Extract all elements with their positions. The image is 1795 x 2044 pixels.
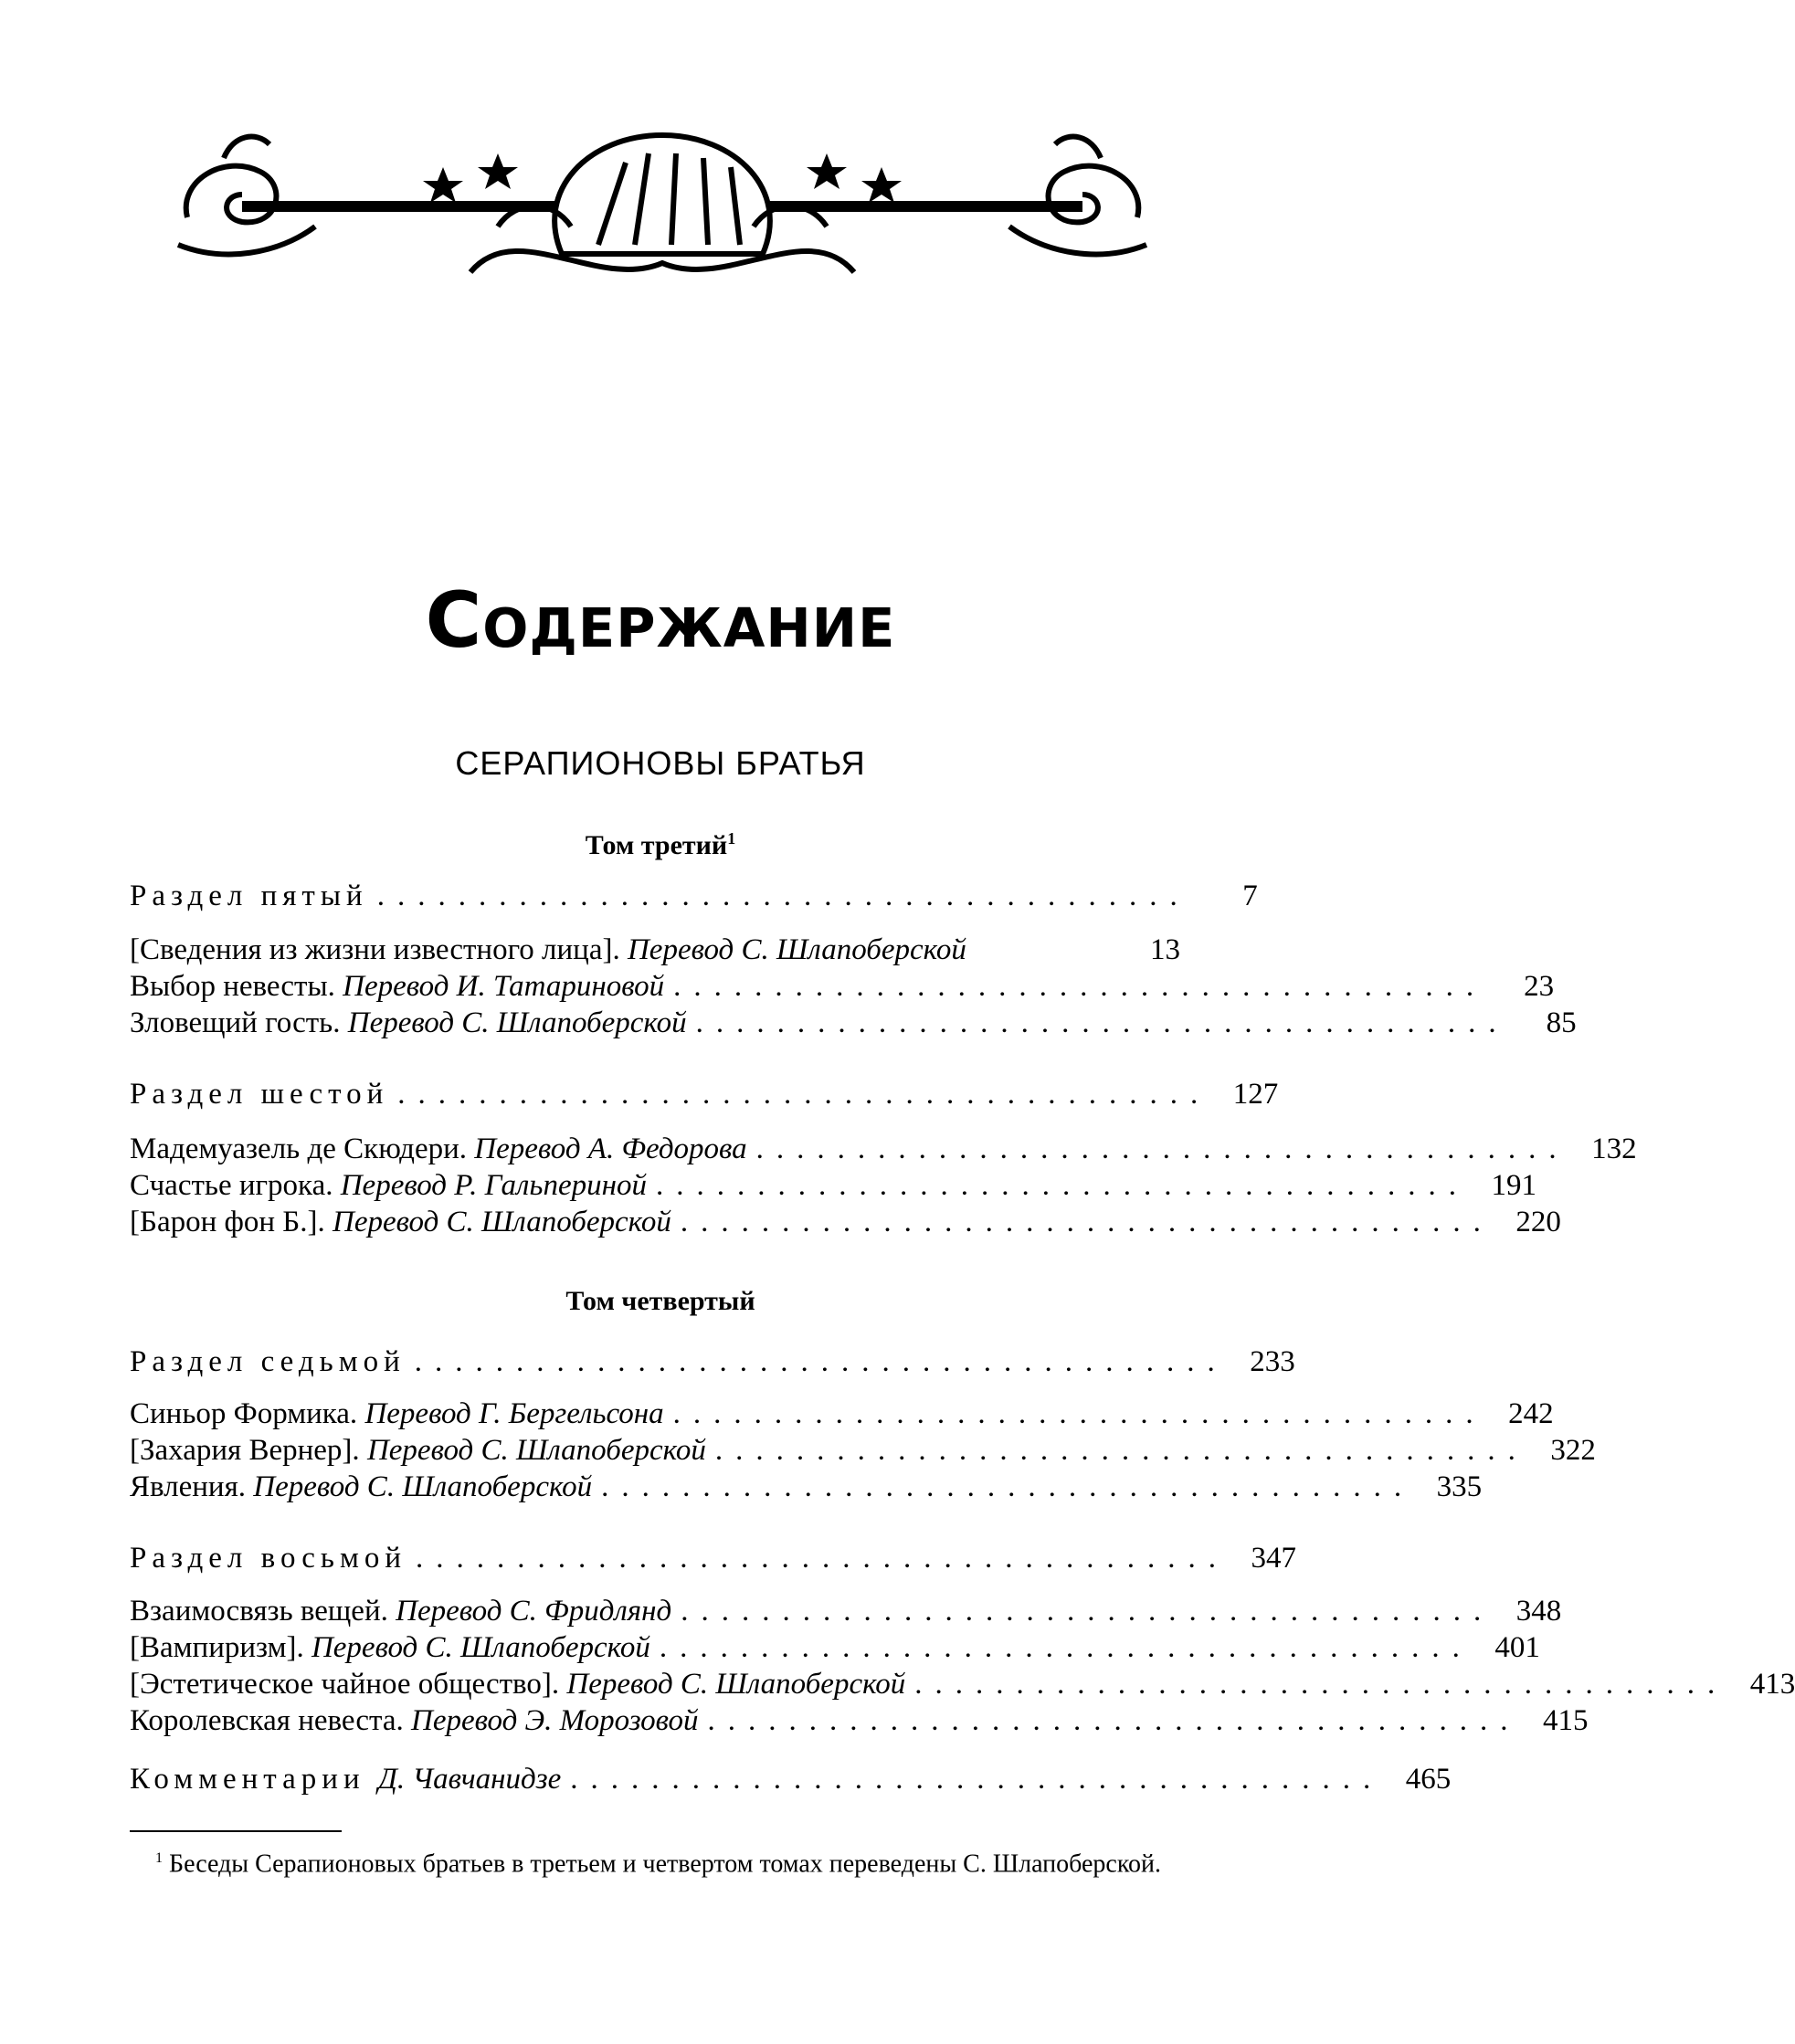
footnote-divider [130, 1830, 342, 1832]
volume-heading: Том четвертый [565, 1286, 755, 1316]
toc-section: Раздел шестой ........................................ 127 [130, 1078, 1279, 1111]
toc-entry: Синьор Формика. Перевод Г. Бергельсона ........................................ 242 [130, 1397, 1554, 1430]
page-title: Содержание [425, 575, 896, 665]
toc-entry: Счастье игрока. Перевод Р. Гальпериной ........................................ 191 [130, 1169, 1536, 1202]
toc-entry: Взаимосвязь вещей. Перевод С. Фридлянд ........................................ 348 [130, 1595, 1562, 1628]
toc-entry: [Эстетическое чайное общество]. Перевод С. Шлапоберской ........................................ 413 [130, 1668, 1795, 1701]
toc-entry: Выбор невесты. Перевод И. Татариновой ........................................ 23 [130, 970, 1555, 1003]
toc-entry: Явления. Перевод С. Шлапоберской ........................................ 335 [130, 1470, 1483, 1503]
toc-entry: [Захария Вернер]. Перевод С. Шлапоберской ........................................ 322 [130, 1434, 1596, 1467]
book-title: СЕРАПИОНОВЫ БРАТЬЯ [455, 744, 866, 782]
footnote: $^1$ Беседы Серапионовых братьев в третьем и четвертом томах переведены С. Шлапоберской. [155, 1849, 1162, 1879]
toc-entry: [Барон фон Б.]. Перевод С. Шлапоберской ........................................ 220 [130, 1206, 1561, 1238]
volume-heading: Том третий$^1$ [585, 829, 736, 860]
footnote-mark: 1 [727, 829, 736, 848]
toc-entry: Зловещий гость. Перевод С. Шлапоберской ........................................ 85 [130, 1006, 1577, 1039]
toc-entry: Королевская невеста. Перевод Э. Морозовой ........................................ 415 [130, 1704, 1589, 1737]
toc-section: Раздел седьмой ........................................ 233 [130, 1345, 1295, 1378]
toc-section: Комментарии Д. Чавчанидзе ........................................ 465 [130, 1763, 1452, 1796]
toc-entry: [Сведения из жизни известного лица]. Перевод С. Шлапоберской 13 [130, 933, 1180, 966]
toc-section: Раздел восьмой ........................................ 347 [130, 1542, 1297, 1575]
toc-entry: [Вампиризм]. Перевод С. Шлапоберской ........................................ 401 [130, 1631, 1540, 1664]
toc-section: Раздел пятый ........................................ 7 [130, 880, 1258, 912]
toc-entry: Мадемуазель де Скюдери. Перевод А. Федорова ........................................ 132 [130, 1133, 1637, 1165]
ornament-icon [169, 117, 1156, 300]
